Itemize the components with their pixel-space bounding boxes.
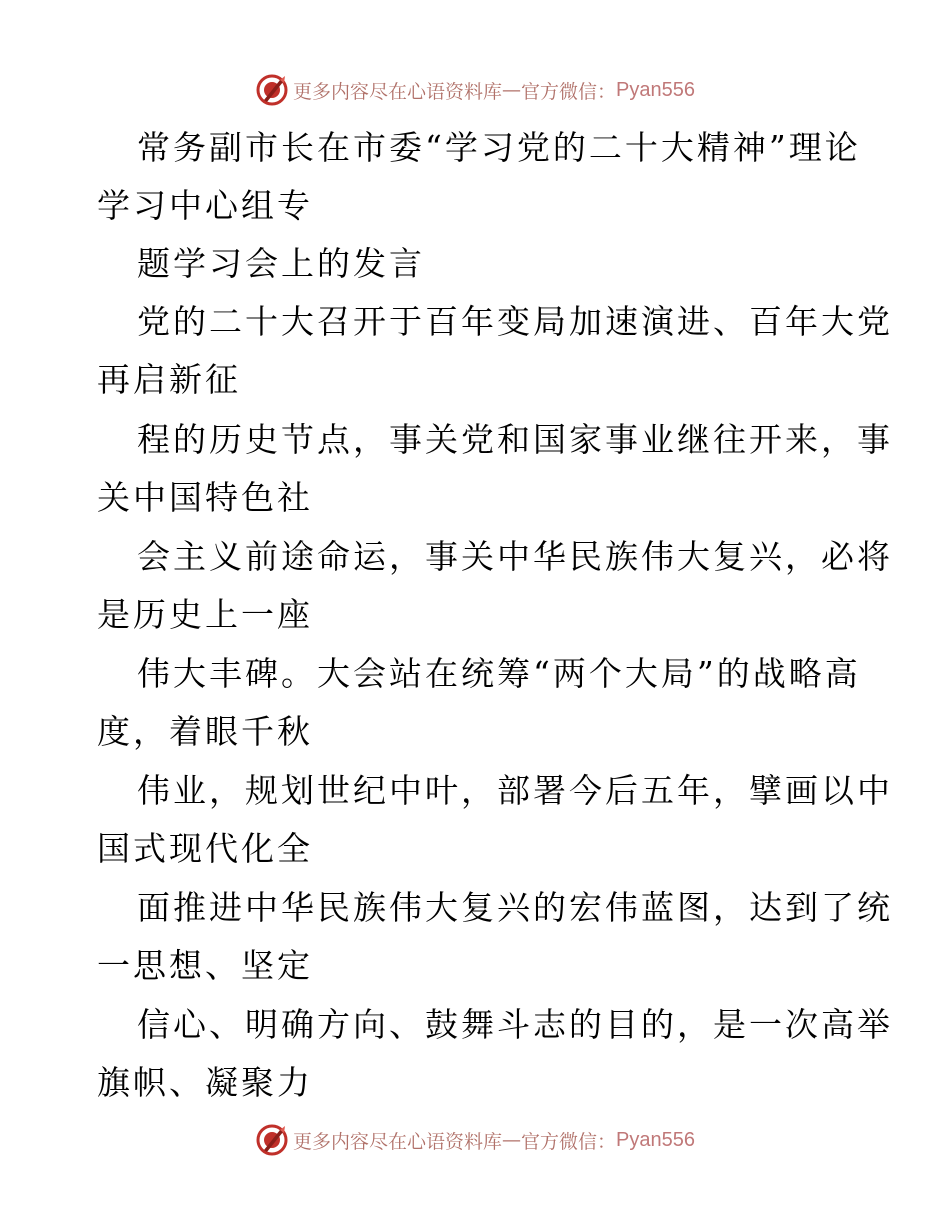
body-line: 会主义前途命运，事关中华民族伟大复兴，必将 [137,537,893,576]
banner-text: 更多内容尽在心语资料库 [293,1130,503,1153]
body-line: 程的历史节点，事关党和国家事业继往开来，事 [137,420,893,459]
body-line: 一思想、坚定 [97,946,313,985]
body-line: 题学习会上的发言 [137,244,425,283]
quill-pen-logo-icon [255,1123,289,1157]
banner-wechat-id: Pyan556 [616,1128,695,1151]
quill-pen-logo-icon [255,73,289,107]
body-line: 常务副市长在市委“学习党的二十大精神”理论 [137,128,861,167]
banner-wechat-label: 官方微信： [521,1130,617,1153]
body-line: 度，着眼千秋 [97,712,313,751]
body-line: 信心、明确方向、鼓舞斗志的目的，是一次高举 [137,1005,893,1044]
body-line: 党的二十大召开于百年变局加速演进、百年大党 [137,302,893,341]
banner-wechat-id: Pyan556 [616,78,695,101]
body-line: 是历史上一座 [97,595,313,634]
footer-banner [0,1120,950,1160]
body-line: 国式现代化全 [97,829,313,868]
body-line: 关中国特色社 [97,478,313,517]
body-line: 面推进中华民族伟大复兴的宏伟蓝图，达到了统 [137,888,893,927]
body-line: 再启新征 [97,360,241,399]
banner-separator: — [502,79,522,101]
banner-text: 更多内容尽在心语资料库 [293,80,503,103]
body-line: 旗帜、凝聚力 [97,1063,313,1102]
banner-separator: — [502,1129,522,1151]
banner-wechat-label: 官方微信： [521,80,617,103]
body-line: 伟大丰碑。大会站在统筹“两个大局”的战略高 [137,654,861,693]
header-banner [0,70,950,110]
body-line: 伟业，规划世纪中叶，部署今后五年，擘画以中 [137,771,893,810]
body-line: 学习中心组专 [97,186,313,225]
